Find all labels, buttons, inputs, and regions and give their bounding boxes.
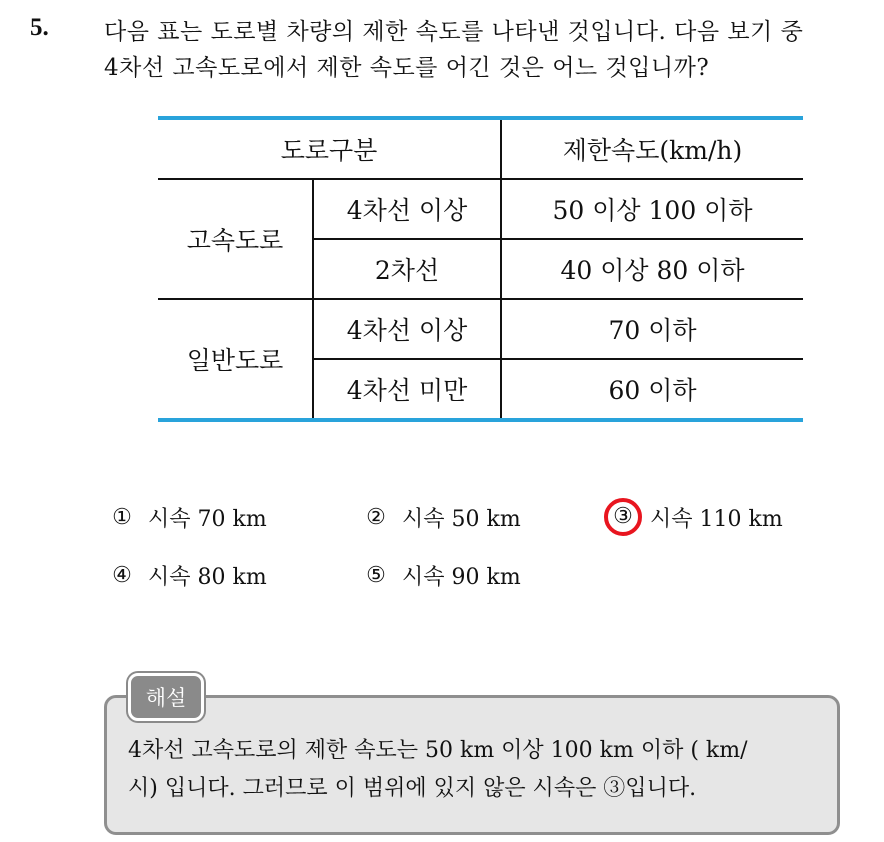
header-speed-limit: 제한속도(km/h): [501, 118, 803, 179]
choice-mark: ②: [366, 505, 386, 530]
choice-1[interactable]: [108, 502, 267, 533]
question-number: 5.: [30, 14, 49, 41]
question-line-2: 4차선 고속도로에서 제한 속도를 어긴 것은 어느 것입니까?: [104, 55, 710, 81]
limit-cell: 60 이하: [501, 359, 803, 420]
question-text: [104, 14, 874, 86]
speed-limit-table: [158, 116, 803, 422]
limit-cell: 70 이하: [501, 299, 803, 359]
selected-answer-circle-icon: ③: [604, 498, 642, 536]
choice-3[interactable]: [608, 498, 783, 536]
header-road-type: 도로구분: [158, 118, 501, 179]
limit-cell: 40 이상 80 이하: [501, 239, 803, 299]
explanation-text: [128, 732, 828, 808]
lanes-cell: 4차선 이상: [313, 179, 501, 239]
choice-mark: ④: [112, 563, 132, 588]
choice-text: 시속 90 km: [402, 565, 521, 590]
choice-4[interactable]: [108, 560, 267, 591]
lanes-cell: 4차선 이상: [313, 299, 501, 359]
choice-text: 시속 110 km: [650, 506, 783, 532]
explanation-label: 해설: [128, 673, 204, 721]
category-highway: 고속도로: [158, 179, 313, 299]
explanation-line-2: 시) 입니다. 그러므로 이 범위에 있지 않은 시속은 ③입니다.: [128, 776, 697, 801]
question-line-1: 다음 표는 도로별 차량의 제한 속도를 나타낸 것입니다. 다음 보기 중: [104, 19, 804, 45]
choice-mark: ⑤: [366, 563, 386, 588]
explanation-line-1: 4차선 고속도로의 제한 속도는 50 km 이상 100 km 이하 ( km/: [128, 738, 748, 763]
choice-text: 시속 80 km: [148, 565, 267, 590]
choice-text: 시속 50 km: [402, 507, 521, 532]
limit-cell: 50 이상 100 이하: [501, 179, 803, 239]
choice-text: 시속 70 km: [148, 507, 267, 532]
category-general-road: 일반도로: [158, 299, 313, 420]
choice-mark: ①: [112, 505, 132, 530]
lanes-cell: 2차선: [313, 239, 501, 299]
choice-5[interactable]: [362, 560, 521, 591]
lanes-cell: 4차선 미만: [313, 359, 501, 420]
choice-2[interactable]: [362, 502, 521, 533]
